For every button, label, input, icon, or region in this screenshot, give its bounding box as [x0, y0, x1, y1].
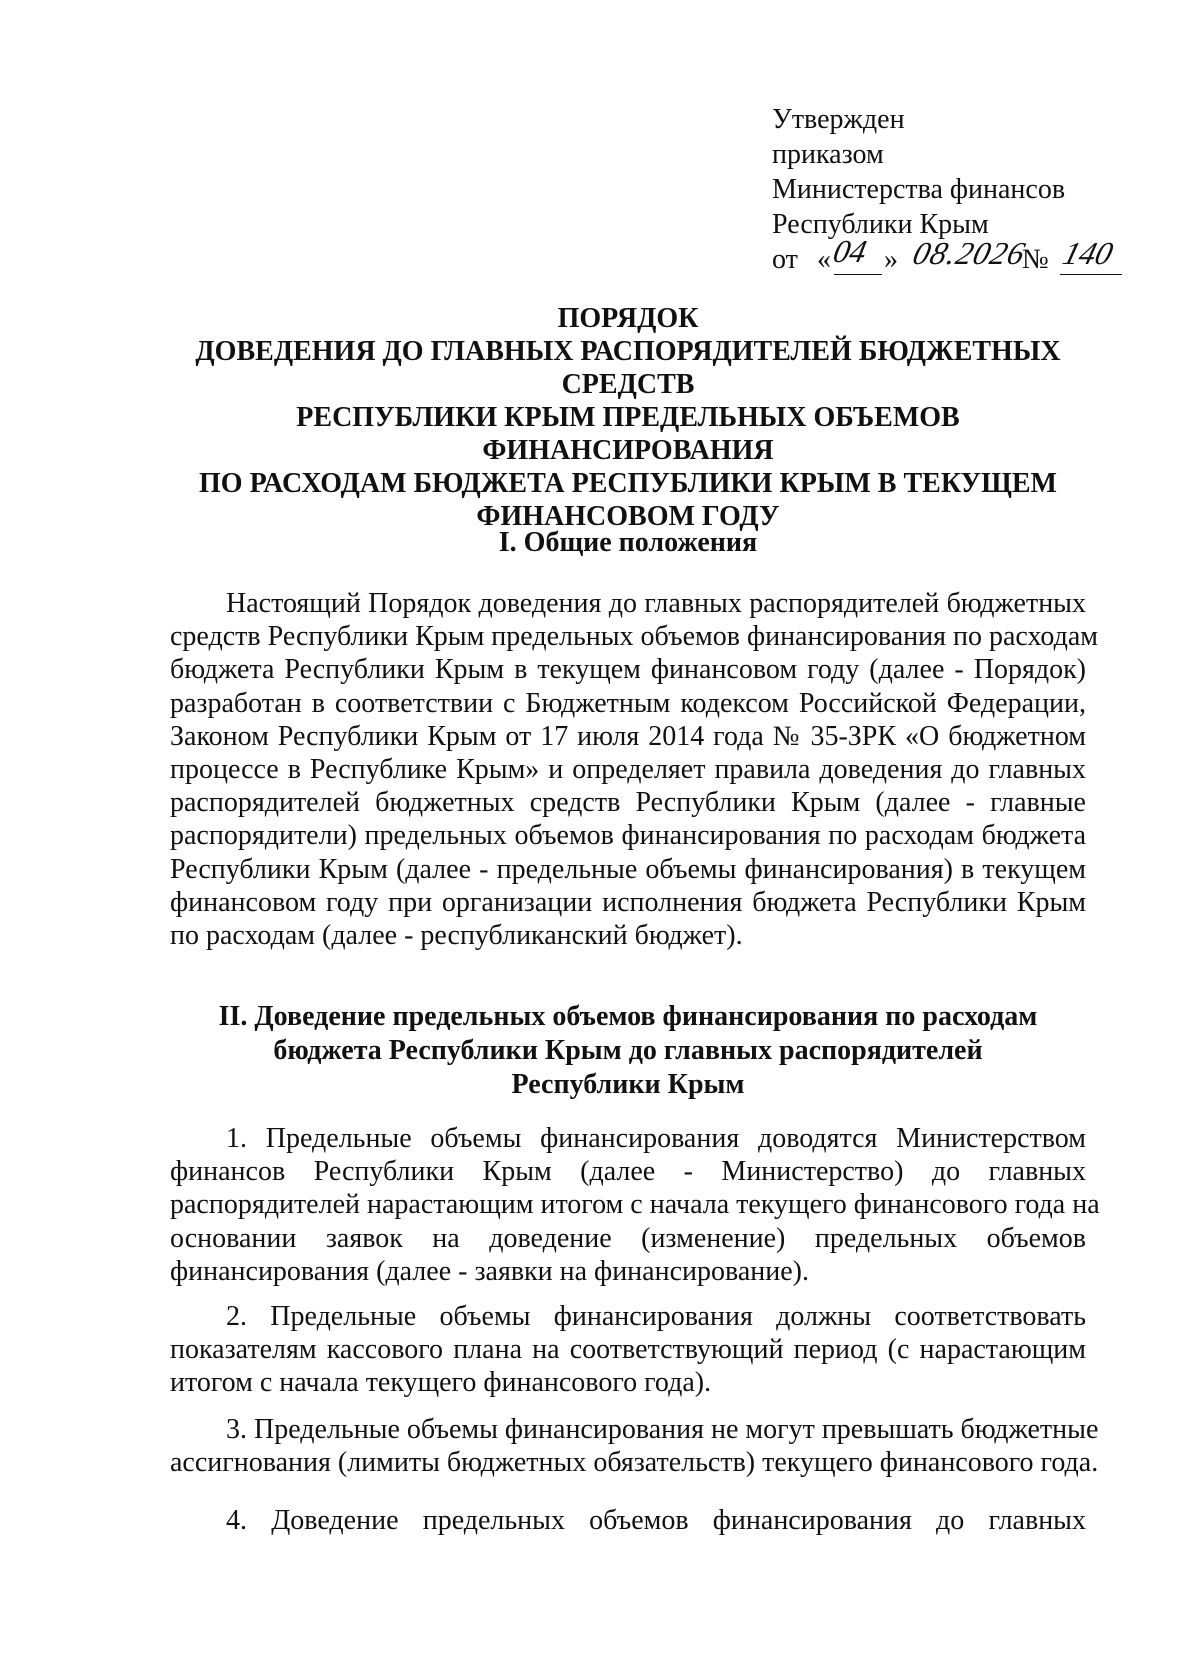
section-heading-text: I. Общие положения [498, 527, 758, 558]
section1-heading [170, 526, 1086, 560]
title-line: ПО РАСХОДАМ БЮДЖЕТА РЕСПУБЛИКИ КРЫМ В ТЕКУЩЕМ [199, 468, 1057, 499]
paragraph-line: распорядителей бюджетных средств Республики Крым (далее - главные [170, 787, 1086, 819]
paragraph-line: финансовом году при организации исполнения бюджета Республики Крым [170, 886, 1086, 918]
paragraph-line: финансирования (далее - заявки на финансирование). [170, 1255, 809, 1287]
paragraph-line: процессе в Республике Крым» и определяет правила доведения до главных [170, 754, 1086, 786]
paragraph-line: 1. Предельные объемы финансирования доводятся Министерством [226, 1123, 1086, 1154]
title-line: ФИНАНСОВОМ ГОДУ [476, 501, 780, 532]
paragraph-line: средств Республики Крым предельных объемов финансирования по расходам [170, 621, 1098, 653]
quote-open: « [817, 244, 831, 275]
section2-heading [170, 1000, 1086, 1102]
number-sign: № [1022, 244, 1049, 275]
paragraph-line: основании заявок на доведение (изменение) предельных объемов [170, 1222, 1086, 1254]
paragraph-line: Республики Крым (далее - предельные объемы финансирования) в текущем [170, 853, 1086, 885]
item-1-paragraph [170, 1122, 1100, 1288]
paragraph-line: 2. Предельные объемы финансирования должны соответствовать [226, 1301, 1086, 1332]
handwritten-order-number: 140 [1059, 235, 1117, 271]
paragraph-line: показателям кассового плана на соответствующий период (с нарастающим [170, 1334, 1086, 1366]
paragraph-line: распорядители) предельных объемов финансирования по расходам бюджета [170, 820, 1086, 852]
paragraph-line: бюджета Республики Крым в текущем финансовом году (далее - Порядок) [170, 654, 1086, 686]
approval-line: Республики Крым [772, 209, 989, 240]
handwritten-month-year: 08.2026 [909, 235, 1030, 271]
section-heading-text: Республики Крым [511, 1069, 745, 1100]
section-heading-text: бюджета Республики Крым до главных распорядителей [273, 1035, 983, 1066]
day-underline [834, 274, 882, 275]
date-prefix: от [772, 244, 798, 275]
item-2-paragraph [170, 1300, 1086, 1400]
approval-line: Утвержден [772, 104, 905, 135]
paragraph-line: Законом Республики Крым от 17 июля 2014 года № 35-ЗРК «О бюджетном [170, 720, 1086, 752]
number-underline [1060, 274, 1122, 275]
paragraph-line: Настоящий Порядок доведения до главных распорядителей бюджетных [226, 588, 1086, 619]
paragraph-line: 3. Предельные объемы финансирования не могут превышать бюджетные [226, 1414, 1099, 1445]
title-line: РЕСПУБЛИКИ КРЫМ ПРЕДЕЛЬНЫХ ОБЪЕМОВ [296, 402, 960, 433]
paragraph-line: по расходам (далее - республиканский бюджет). [170, 920, 743, 952]
title-line: СРЕДСТВ [561, 369, 695, 400]
section-heading-text: II. Доведение предельных объемов финансирования по расходам [218, 1001, 1038, 1032]
paragraph-line: разработан в соответствии с Бюджетным кодексом Российской Федерации, [170, 687, 1086, 719]
quote-close: » [884, 244, 898, 275]
paragraph-line: 4. Доведение предельных объемов финансирования до главных [226, 1505, 1086, 1536]
document-title [170, 302, 1086, 533]
approval-line: Министерства финансов [772, 174, 1066, 205]
approval-line: приказом [772, 139, 884, 170]
title-line: ФИНАНСИРОВАНИЯ [482, 435, 774, 466]
paragraph-line: распорядителей нарастающим итогом с начала текущего финансового года на [170, 1189, 1100, 1221]
paragraph-line: финансов Республики Крым (далее - Министерство) до главных [170, 1156, 1086, 1188]
approval-block [772, 102, 1192, 282]
handwritten-day: 04 [830, 233, 870, 269]
paragraph-line: ассигнования (лимиты бюджетных обязательств) текущего финансового года. [170, 1447, 1099, 1479]
title-line: ПОРЯДОК [557, 303, 699, 334]
approval-date-line [772, 233, 1192, 282]
item-3-paragraph [170, 1413, 1099, 1479]
title-line: ДОВЕДЕНИЯ ДО ГЛАВНЫХ РАСПОРЯДИТЕЛЕЙ БЮДЖЕТНЫХ [195, 336, 1061, 367]
paragraph-line: итогом с начала текущего финансового года). [170, 1367, 712, 1399]
item-4-paragraph [170, 1504, 1086, 1537]
section1-paragraph [170, 587, 1098, 952]
